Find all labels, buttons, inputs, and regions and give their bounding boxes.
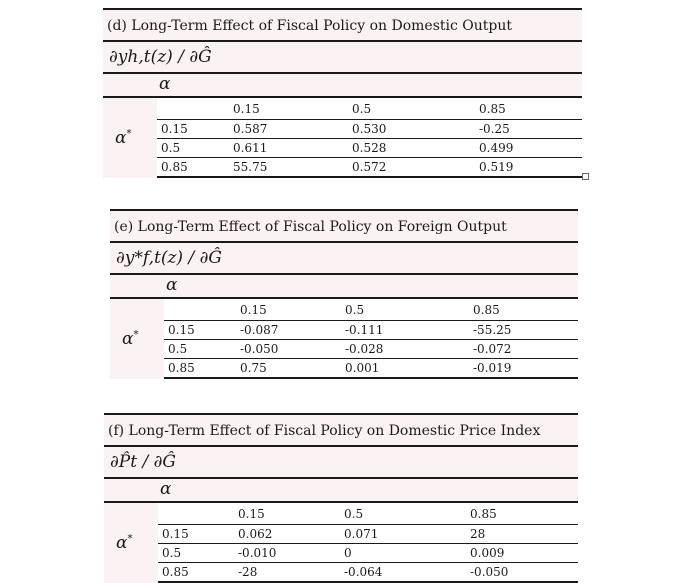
- resize-handle[interactable]: [582, 173, 589, 180]
- panel-title: (f) Long-Term Effect of Fiscal Policy on Domestic Price Index: [104, 415, 578, 447]
- column-value: 0.5: [344, 507, 364, 521]
- table-row: [164, 340, 578, 359]
- row-label: 0.5: [168, 342, 188, 356]
- row-label: 0.85: [168, 361, 195, 375]
- cell-value: 0.587: [233, 122, 268, 136]
- row-header-cell: [103, 98, 157, 178]
- panel-title: (e) Long-Term Effect of Fiscal Policy on Foreign Output: [110, 211, 578, 243]
- row-header-cell: [104, 503, 158, 583]
- column-header-row: [103, 74, 582, 98]
- alpha-star-label: α*: [115, 128, 132, 148]
- cell-value: 0.001: [345, 361, 380, 375]
- row-label: 0.85: [161, 160, 188, 174]
- table-row: [157, 158, 582, 178]
- cell-value: 0.519: [479, 160, 514, 174]
- derivative-label: ∂y*f,t(z) / ∂Ĝ: [110, 243, 578, 275]
- column-header-row: [110, 275, 578, 299]
- column-value: 0.15: [238, 507, 265, 521]
- cell-value: -28: [238, 565, 258, 579]
- value-grid: [104, 503, 578, 583]
- table-row: [158, 563, 578, 583]
- alpha-star-label: α*: [122, 329, 139, 349]
- alpha-label: α: [166, 275, 178, 295]
- panel-foreign-output: [110, 209, 578, 379]
- cell-value: 0.009: [470, 546, 505, 560]
- cell-value: -0.072: [473, 342, 512, 356]
- column-value: 0.15: [233, 102, 260, 116]
- cell-value: -0.050: [470, 565, 509, 579]
- row-label: 0.15: [161, 122, 188, 136]
- alpha-label: α: [160, 479, 172, 499]
- value-grid: [103, 98, 582, 178]
- alpha-label: α: [159, 74, 171, 94]
- column-value: 0.85: [479, 102, 506, 116]
- column-value: 0.15: [240, 303, 267, 317]
- cell-value: -0.087: [240, 323, 279, 337]
- value-grid: [110, 299, 578, 379]
- column-value: 0.85: [473, 303, 500, 317]
- column-value: 0.85: [470, 507, 497, 521]
- table-row: [157, 120, 582, 139]
- panel-title: (d) Long-Term Effect of Fiscal Policy on Domestic Output: [103, 10, 582, 42]
- row-header-cell: [110, 299, 164, 379]
- cell-value: -0.25: [479, 122, 510, 136]
- column-value: 0.5: [352, 102, 372, 116]
- alpha-star-label: α*: [116, 533, 133, 553]
- cell-value: -0.064: [344, 565, 383, 579]
- cell-value: 0.499: [479, 141, 514, 155]
- table-row: [158, 544, 578, 563]
- cell-value: 0.611: [233, 141, 268, 155]
- derivative-label: ∂P̂t / ∂Ĝ: [104, 447, 578, 479]
- cell-value: 28: [470, 527, 486, 541]
- table-row: [164, 321, 578, 340]
- column-values-row: [164, 299, 578, 321]
- table-row: [157, 139, 582, 158]
- cell-value: 0.75: [240, 361, 267, 375]
- cell-value: 0.071: [344, 527, 379, 541]
- row-label: 0.5: [162, 546, 182, 560]
- table-row: [164, 359, 578, 379]
- cell-value: -0.010: [238, 546, 277, 560]
- column-values-row: [157, 98, 582, 120]
- column-value: 0.5: [345, 303, 365, 317]
- cell-value: -0.111: [345, 323, 384, 337]
- cell-value: 0.572: [352, 160, 387, 174]
- panel-domestic-output: [103, 8, 582, 178]
- row-label: 0.85: [162, 565, 189, 579]
- cell-value: -0.028: [345, 342, 384, 356]
- column-values-row: [158, 503, 578, 525]
- cell-value: 0: [344, 546, 352, 560]
- cell-value: -0.050: [240, 342, 279, 356]
- cell-value: 55.75: [233, 160, 268, 174]
- panel-domestic-price-index: [104, 413, 578, 583]
- row-label: 0.15: [162, 527, 189, 541]
- column-header-row: [104, 479, 578, 503]
- table-row: [158, 525, 578, 544]
- derivative-label: ∂yh,t(z) / ∂Ĝ: [103, 42, 582, 74]
- cell-value: 0.530: [352, 122, 387, 136]
- cell-value: 0.062: [238, 527, 273, 541]
- row-label: 0.5: [161, 141, 181, 155]
- cell-value: 0.528: [352, 141, 387, 155]
- cell-value: -0.019: [473, 361, 512, 375]
- cell-value: -55.25: [473, 323, 512, 337]
- row-label: 0.15: [168, 323, 195, 337]
